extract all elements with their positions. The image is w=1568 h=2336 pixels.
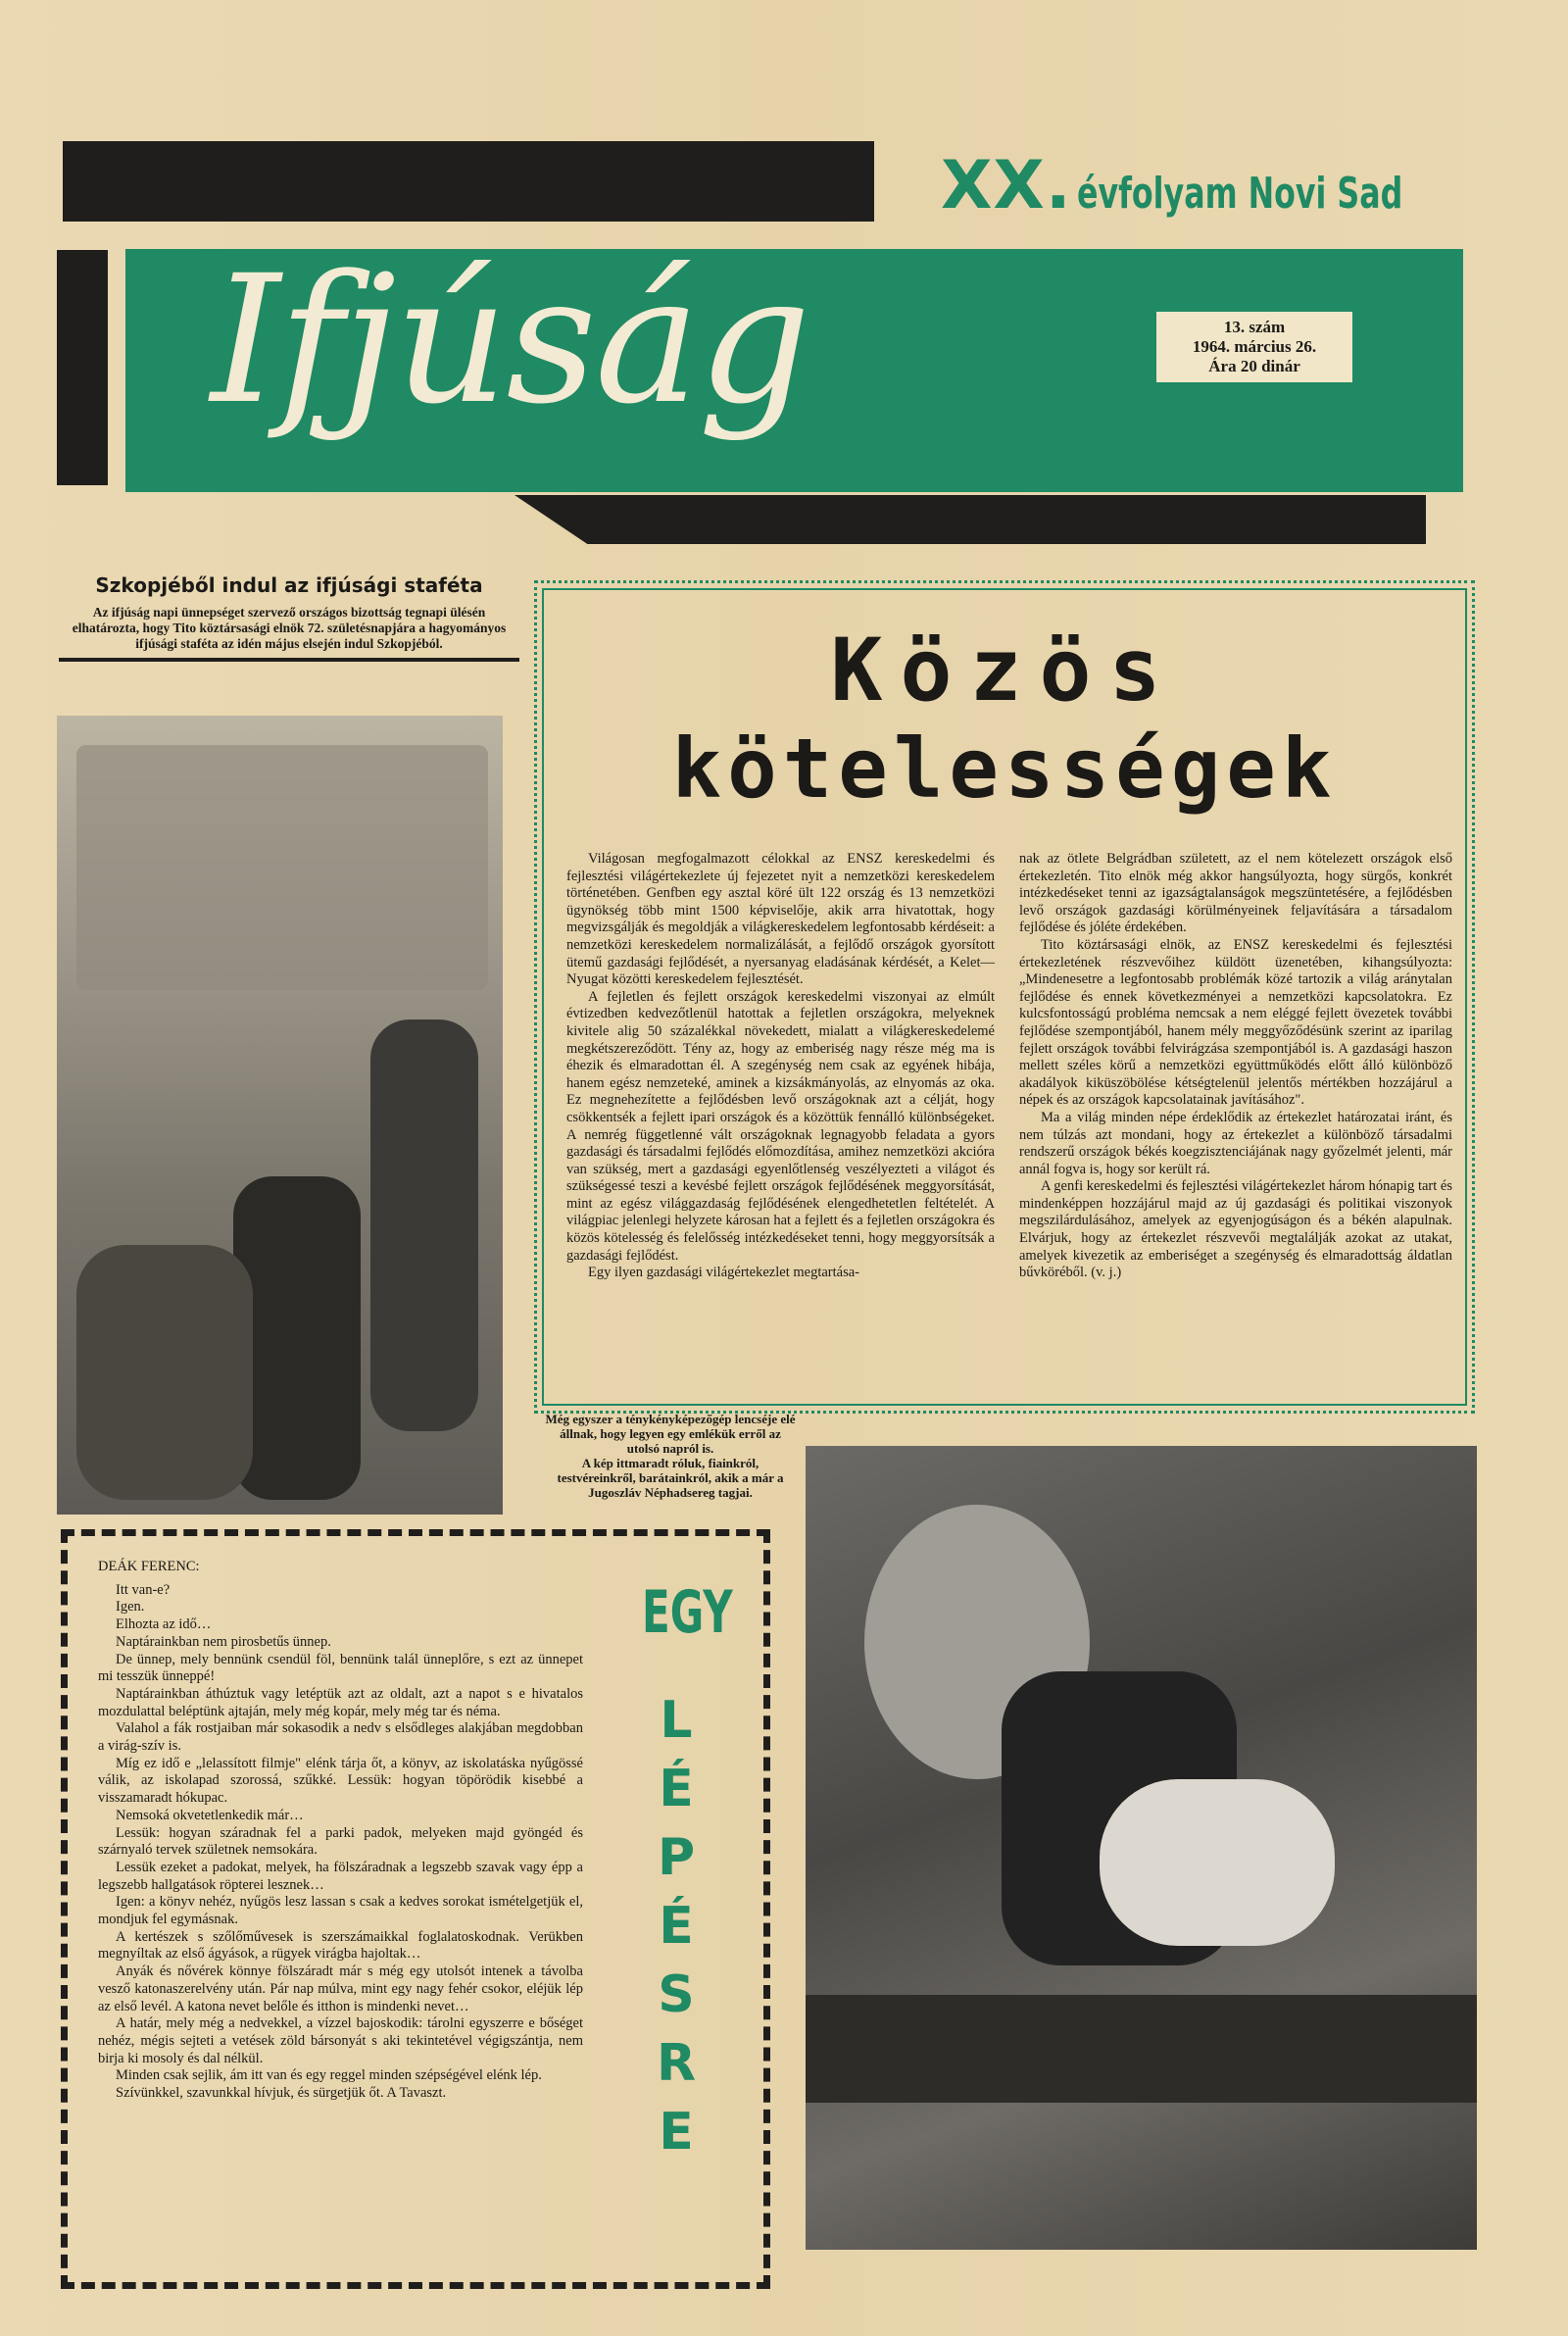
issue-price: Ára 20 dinár [1208, 357, 1300, 375]
poem-line: Míg ez idő e „lelassított filmje" elénk tárja őt, a könyv, az iskolatáska nyűgössé válik, az iskolapad szorossá, szűkké. Lessük: hogyan töpörödik kisebbé a visszamaradt hókupac. [98, 1755, 583, 1807]
poem [98, 1559, 583, 2103]
article-headline [549, 620, 1460, 817]
vertical-letter: L [660, 1691, 693, 1750]
poem-line: A határ, mely még a nedvekkel, a vízzel bajoskodik: tárolni egyszerre e bőséget nehéz, mégis sejteti a vetések zöld bársonyát s aki tekintetével végigszántja, nem birja ki mosoly és dal nélkül. [98, 2015, 583, 2066]
paragraph: A fejletlen és fejlett országok kereskedelmi viszonyai az elmúlt évtizedben kedvezőtlenül hatottak a fejletlen országokra, melyeknek kivitele alig 50 százalékkal növekedett, mialatt a világkereskedelemé megkétszereződött. Tény az, hogy az emberiség nagy része még ma is éhezik és elmaradottan él. A szegénység nem csak az egyének hibája, hanem egész nemzeteké, aminek a kizsákmányolás, az elnyomás az oka. Ez megnehezítette a fejlődésben levő országoknak azt a célját, hogy csökkentsék a fejlett ipari országok és a közöttük fennálló különbségeket. A nemrég függetlenné vált országoknak legnagyobb feladata a gyors gazdasági és társadalmi fejlődés előmozdítása, amihez nemzetközi akcióra van szükség, mert a gazdasági egyenlőtlenség veszélyezteti a világot és szükségessé teszi a kevésbé fejlett országok fejlődésének meggyorsítását, mint az egész világgazdaság fejlődésének elengedhetetlen feltételét. A világpiac jelenlegi helyzete károsan hat a fejlett és a fejletlen országokra és közös kötelesség és felelősség intézkedéseket tenni, hogy meggyorsítsák a gazdasági fejlődést. [566, 988, 995, 1264]
vertical-title [627, 1578, 733, 2166]
volume-label [941, 147, 1530, 224]
poem-line: Nemsoká okvetetlenkedik már… [116, 1807, 304, 1823]
vertical-letter: R [656, 2034, 697, 2093]
poem-line: A kertészek s szőlőművesek is szerszámaikkal foglalatoskodnak. Verükben megnyíltak az első ágyások, a rügyek virágba hajoltak… [98, 1928, 583, 1963]
issue-box [1156, 312, 1352, 382]
poem-line: Elhozta az idő… [116, 1616, 212, 1633]
vertical-letter: É [659, 1897, 694, 1956]
poem-line: Szívünkkel, szavunkkal hívjuk, és sürgetjük őt. A Tavaszt. [116, 2085, 447, 2102]
caption-line: Még egyszer a ténykényképezőgép lencséje elé állnak, hogy legyen egy emlékük erről az utolsó napról is. [545, 1412, 796, 1456]
poem-line: Anyák és nővérek könnye fölszáradt már s még egy utolsót intenek a távolba vesző katonaszerelvény után. Pár nap múlva, mint egy nagy fehér csokor, eléjük lép az első levél. A katona nevet belőle és itthon is mindenki nevet… [98, 1963, 583, 2014]
poem-line: Naptárainkban nem pirosbetűs ünnep. [116, 1633, 331, 1650]
vertical-letter: S [658, 1965, 695, 2024]
poem-line: Itt van-e? [116, 1581, 171, 1598]
poem-line: Lessük: hogyan száradnak fel a parki padok, melyeken majd gyöngéd és szárnyaló tervek születnek nemsokára. [98, 1824, 583, 1859]
paragraph: nak az ötlete Belgrádban született, az el nem kötelezett országok első értekezletén. Tito elnök még akkor hangsúlyozta, hogy sürgős, konkrét intézkedéseket tenni az igazságtalanságok megszüntetésére, a fejlődésben levő országok gazdasági körülményeinek feljavítására a társadalom fejlődése és jóléte érdekében. [1019, 851, 1452, 936]
poem-line: Igen: a könyv nehéz, nyűgös lesz lassan s csak a kedves sorokat ismételgetjük el, mondjuk fel egymásnak. [98, 1894, 583, 1928]
paragraph: A genfi kereskedelmi és fejlesztési világértekezlet három hónapig tart és mindenképpen hozzájárul majd az új gazdasági és politikai viszonyok megszilárdulásához, amelyek az egyenjogúságon és a békén alapulnak. Elvárjuk, hogy az értekezlet részvevői megtalálják azokat az utakat, amelyek kivezetik az emberiséget a szegénység és elmaradottság áldatlan bűvköréből. (v. j.) [1019, 1178, 1452, 1281]
top-black-bar [63, 141, 874, 222]
volume-place: évfolyam Novi Sad [1077, 169, 1403, 219]
paragraph: Világosan megfogalmazott célokkal az ENSZ kereskedelmi és fejlesztési világértekezlete új fejezetet nyit a nemzetközi kereskedelem történetében. Genfben egy asztal köré ült 122 ország és 13 nemzetközi ügynökség több mint 1500 képviselője, akik arra hivatottak, hogy megvizsgálják és megoldják a világkereskedelem legfontosabb kérdéseit: a nemzetközi kereskedelem normalizálását, a fejlődő országok gyorsított ütemű gazdasági fejlődését, a nyersanyag eladásának kérdését, a Kelet—Nyugat közötti kereskedelem fejlesztését. [566, 851, 995, 988]
photo-soldiers [57, 716, 503, 1515]
short-news-text: Az ifjúság napi ünnepséget szervező országos bizottság tegnapi ülésén elhatározta, hogy Tito köztársasági elnök 72. születésnapjára a hagyományos ifjúsági staféta az idén május elsején indul Szkopjéból. [72, 605, 507, 651]
poem-line: Igen. [116, 1599, 145, 1615]
caption-line: A kép ittmaradt róluk, fiainkról, testvéreinkről, barátainkról, akik a már a Jugoszláv Néphadsereg tagjai. [557, 1456, 784, 1500]
paragraph: Tito köztársasági elnök, az ENSZ kereskedelmi és fejlesztési értekezletének részvevőihez küldött üzenetében, kihangsúlyozta: „Mindenesetre a legfontosabb problémák közé tartozik a világ aránytalan fejlődése és ennek következményei a nemzetközi kapcsolatokra. Ez kulcsfontosságú probléma nemcsak a nem eléggé fejlett övezetek további fejlődése szempontjából, hanem mély meggyőződésünk szerint az iparilag fejlett országok további felvirágzása szempontjából is. A gazdasági haszon mellett széles körű a nemzetközi együttműködés előtt álló különböző akadályok kiküszöbölése kétségtelenül jelentős mértékben hozzájárul a népek és az országok kapcsolatainak javításához". [1019, 936, 1452, 1109]
issue-number: 13. szám [1223, 318, 1286, 336]
issue-date: 1964. március 26. [1192, 337, 1317, 356]
poem-line: De ünnep, mely bennünk csendül föl, bennünk talál ünneplőre, s ezt az ünnepet mi tesszük ünneppé! [98, 1651, 583, 1685]
vertical-title-word: EGY [642, 1578, 733, 1647]
headline-line-2: kötelességek [671, 721, 1338, 817]
poem-author: DEÁK FERENC: [98, 1559, 200, 1574]
paragraph: Egy ilyen gazdasági világértekezlet megtartása- [588, 1265, 859, 1281]
short-news-heading: Szkopjéből indul az ifjúsági staféta [95, 573, 483, 597]
poem-line: Minden csak sejlik, ám itt van és egy reggel minden szépségével elénk lép. [116, 2067, 542, 2084]
short-news [59, 573, 519, 662]
photo-couple-on-bench [806, 1446, 1477, 2250]
photo-caption [542, 1412, 799, 1500]
left-black-bar [57, 250, 108, 485]
masthead-black-wedge [514, 495, 1426, 544]
article-column-2 [1019, 851, 1452, 1282]
vertical-letter: É [659, 1760, 694, 1818]
poem-line: Valahol a fák rostjaiban már sokasodik a nedv s elsődleges alakjában megdobban a virág-szív is. [98, 1720, 583, 1755]
article-column-1 [566, 851, 995, 1282]
headline-line-1: Közös [830, 620, 1179, 721]
volume-number: XX. [941, 147, 1072, 224]
poem-line: Naptárainkban áthúztuk vagy letéptük azt az oldalt, azt a napot s e hivatalos mozdulattal beléptünk ajtaján, mely még kopár, mely még tar és néma. [98, 1685, 583, 1719]
vertical-letter: P [657, 1828, 696, 1887]
newspaper-title: Ifjúság [211, 238, 809, 443]
poem-line: Lessük ezeket a padokat, melyek, ha fölszáradnak a legszebb szavak vagy épp a legszebb hallgatások röpterei lesznek… [98, 1859, 583, 1893]
paragraph: Ma a világ minden népe érdeklődik az értekezlet határozatai iránt, és nem túlzás azt mondani, hogy az értekezlet a különböző társadalmi rendszerű országok békés koegzisztenciájának nagy győzelmét jelenti, már annál fogva is, hogy sor került rá. [1019, 1109, 1452, 1177]
vertical-letter: E [659, 2103, 694, 2162]
